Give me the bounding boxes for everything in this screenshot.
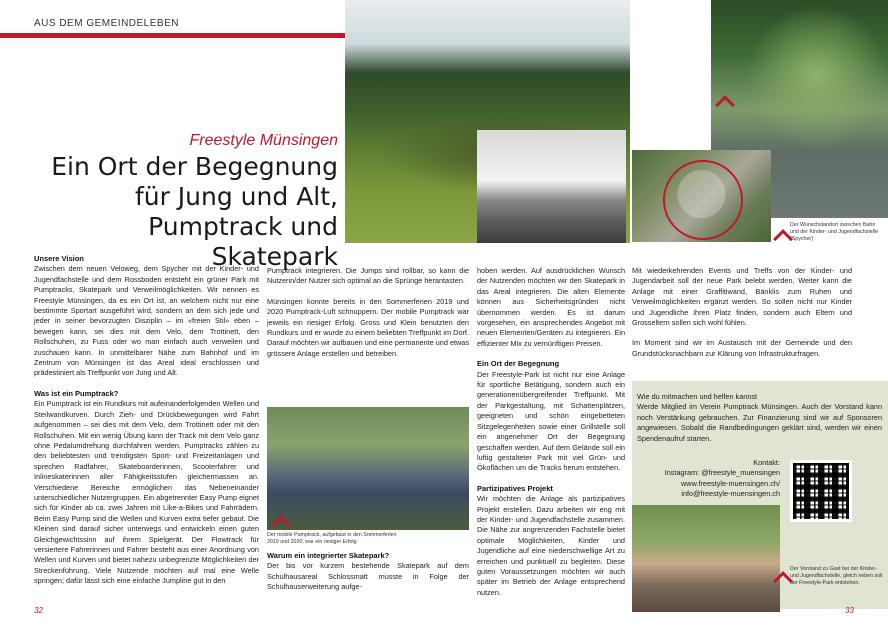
mobile-pumptrack-caption: Der mobile Pumptrack, aufgebaut in den Sommerferien 2019 und 2020, war ein riesiger Erfolg. bbox=[267, 532, 397, 545]
paragraph: hoben werden. Auf ausdrücklichen Wunsch der Nutzenden möchten wir den Skatepark in das Areal integrieren. Die alten Elemente können aus Sicherheitsgründen nicht übernommen werden. Es ist darum vorgesehen, ein ansprechendes Angebot mit neuen Elementen/Geräten zu integrieren. Ein effizienter Mix zu vernünftigen Preisen. bbox=[477, 266, 625, 348]
subheading: Partizipatives Projekt bbox=[477, 483, 553, 493]
text-column-2 bbox=[267, 266, 469, 359]
qr-code[interactable] bbox=[790, 460, 852, 522]
paragraph: Pumptrack integrieren. Die Jumps sind rollbar, so kann die Nutzerin/der Nutzer sich optimal an die Sprünge herantasten. bbox=[267, 266, 469, 286]
subheading: Ein Ort der Begegnung bbox=[477, 359, 560, 369]
contact-label: Kontakt: bbox=[753, 458, 780, 467]
team-caption: Der Vorstand zu Gast bei der Kinder- und Jugendfachstelle, gleich neben soll der Freestyle-Park entstehen. bbox=[790, 566, 883, 586]
text-column-1 bbox=[34, 254, 259, 587]
infobox-heading: Wie du mitmachen und helfen kannst bbox=[637, 392, 758, 401]
text-column-4 bbox=[632, 266, 852, 359]
article-title: Ein Ort der Begegnung für Jung und Alt, Pumptrack und Skatepark bbox=[51, 152, 338, 271]
aerial-caption: Der Wunschstandort zwischen Bahn und der Kinder- und Jugendfachstelle (Spycher) bbox=[790, 222, 879, 242]
page-number-left: 32 bbox=[34, 606, 43, 615]
instagram-handle[interactable]: Instagram: @freestyle_muensingen bbox=[664, 468, 780, 478]
text-column-3 bbox=[477, 266, 625, 598]
paragraph: Der Freestyle-Park ist nicht nur eine Anlage für sportliche Betätigung, sondern auch ein generationenübergreifender Treffpunkt. Mit der Parkgestaltung, mit Schattenplätzen, geeigneten und schön eingebetteten Sitzgelegenheiten sowie einer Grillstelle soll ein angenehmer Ort der Begegnung geschaffen werden. Auf dem Gelände soll ein luftig gestalteter Park mit viel Grün- und Ökoflächen um die Tracks herum entstehen. bbox=[477, 369, 625, 473]
mobile-pumptrack-photo bbox=[267, 407, 469, 530]
email-link[interactable]: info@freestyle-muensingen.ch bbox=[681, 489, 780, 499]
page-number-right: 33 bbox=[845, 606, 854, 615]
paragraph: Im Moment sind wir im Austausch mit der Gemeinde und den Grundstücksnachbarn zur Klärung von Infrastrukturfragen. bbox=[632, 338, 852, 358]
infobox-text bbox=[637, 392, 882, 444]
contact-block bbox=[632, 458, 780, 500]
website-link[interactable]: www.freestyle-muensingen.ch/ bbox=[681, 478, 780, 488]
skatepark-photo bbox=[477, 130, 626, 243]
paragraph: Mit wiederkehrenden Events und Treffs von der Kinder- und Jugendarbeit soll der neue Park belebt werden. Weiter kann die Anlage mit einer Graffitiwand, Bänklis zum Ruhen und Verweilmöglichkeiten ergänzt werden. So sollen nicht nur Kinder und Jugendliche ihren Platz finden, sondern auch Eltern und Grosseltern sollen sich wohl fühlen. bbox=[632, 266, 852, 328]
subheading: Was ist ein Pumptrack? bbox=[34, 388, 119, 398]
paragraph: Wir möchten die Anlage als partizipatives Projekt erstellen. Dazu arbeiten wir eng mit der Kinder- und Jugendfachstelle zusammen. Die Nähe zur angrenzenden Fachstelle bietet optimale Möglichkeiten, Kinder und Jugendliche auf eine niederschwellige Art zu erreichen und punktuell zu begleiten. Diese guten Voraussetzungen möchten wir auch später im Betrieb der Anlage entsprechend nutzen. bbox=[477, 494, 625, 597]
paragraph: Ein Pumptrack ist ein Rundkurs mit aufeinanderfolgenden Wellen und Steilwandkurven. Durch Zieh- und Drückbewegungen wird Fahrt aufgenommen – sei dies mit dem Velo, dem Trottinett oder mit den Rollschuhen. Mit ein wenig Übung kann der Track mit dem Velo ganz ohne Pedalumdrehung durchfahren werden. Pumptracks zählen zu den beliebtesten und trendigsten Sport- und Freizeitanlagen und sprechen Radfahrer, Skateboarderinnen, Scooterfahrer und Inlineskaterinnen aller Fähigkeitsstufen gleichermassen an. Verschiedene Bereiche ermöglichen das Nebeneinander unterschiedlicher Nutzergruppen. Ein abgetrennter Easy Pump eignet sich für Kinder ab ca. zwei Jahren mit Like-a-Bikes und Fahrrädern. Beim Easy Pump sind die Wellen und Kurven extra tiefer gebaut. Die Kleinen sind darauf sicher unterwegs und entwickeln einen guten Gleichgewichtssinn auf ihrem Spielgerät. Der Flowtrack für versiertere Fahrerinnen und Fahrer besteht aus einer Anordnung von Wellen und Kurven und bietet nahezu unbegrenzte Möglichkeiten der Streckenführung. Viele Nutzende möchten auf mal eine Welle springen; dafür lässt sich eine einfache Jumpline gut in den bbox=[34, 399, 259, 586]
text-column-2b bbox=[267, 551, 469, 593]
section-label: AUS DEM GEMEINDELEBEN bbox=[34, 18, 179, 29]
site-marker-circle bbox=[663, 160, 743, 240]
article-kicker: Freestyle Münsingen bbox=[189, 132, 338, 149]
infobox-paragraph: Werde Mitglied im Verein Pumptrack Münsingen. Auch der Vorstand kann noch Verstärkung gebrauchen. Zur Finanzierung sind wir auf Sponsoren angewiesen. Sobald die Randbedingungen geklärt sind, werden wir einen Spendenaufruf starten. bbox=[637, 402, 882, 443]
subheading: Unsere Vision bbox=[34, 254, 84, 263]
paragraph: Zwischen dem neuen Veloweg, dem Spycher mit der Kinder- und Jugendfachstelle und dem Rossboden entsteht ein grüner Park mit Pumptracks, Skatepark und Verweilmöglichkeiten. Wir nennen es Freestyle Münsingen, da es ein Ort ist, an welchem nicht nur eine bestimmte Sportart ausgeführt wird, sondern an dem sich jede und jeder in seiner bevorzugten Disziplin – im «freien Stil» eben – bewegen kann, sei dies mit dem Velo, dem Trottinett, den Rollschuhen, zu Fuss oder wo man einfach auch verweilen und zuschauen kann. In unmittelbarer Nähe zum Bahnhof und im Zentrum von Münsingen ist das Areal ideal erschlossen und prädestiniert als Treffpunkt von Jung und Alt. bbox=[34, 264, 259, 378]
section-rule bbox=[0, 33, 345, 38]
team-photo bbox=[632, 505, 780, 612]
subheading: Warum ein integrierter Skatepark? bbox=[267, 551, 390, 560]
paragraph: Münsingen konnte bereits in den Sommerferien 2019 und 2020 Pumptrack-Luft schnuppern. Der mobile Pumptrack war jeweils ein riesiger Erfolg. Gross und Klein benutzten den Rundkurs und er wurde zu einem beliebten Treffpunkt im Dorf. Darauf möchten wir aufbauen und eine permanente und etwas grössere Anlage erstellen und betreiben. bbox=[267, 296, 470, 358]
paragraph: Der bis vor kurzem bestehende Skatepark auf dem Schulhausareal Schlossmatt musste in Folge der Schulhauserweiterung aufge- bbox=[267, 561, 469, 592]
